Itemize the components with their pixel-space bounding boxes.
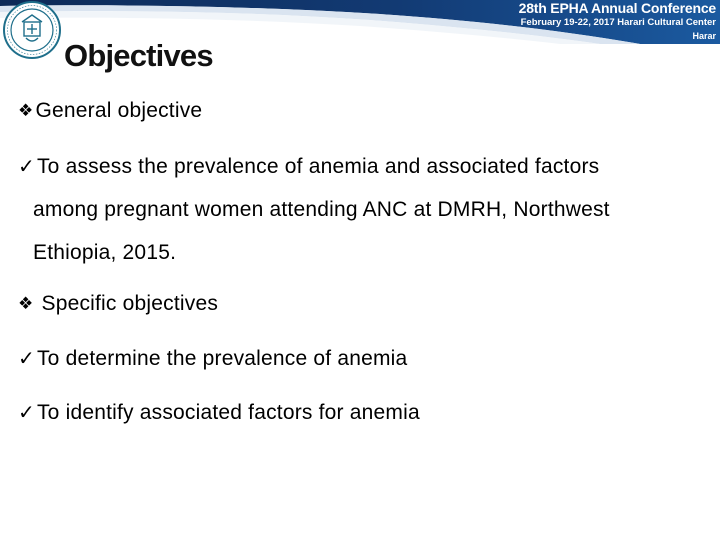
conference-dates-venue: February 19-22, 2017 Harari Cultural Center xyxy=(520,17,716,28)
specific-objective-item xyxy=(18,400,420,425)
item-text: To identify associated factors for anemia xyxy=(36,401,420,424)
item-text: To assess the prevalence of anemia and associated factors xyxy=(36,155,600,178)
checkmark-bullet-icon: ✓ xyxy=(18,348,35,370)
checkmark-bullet-icon: ✓ xyxy=(18,156,35,178)
epha-logo-icon xyxy=(2,0,62,60)
general-objective-heading xyxy=(18,99,202,123)
general-objective-item-continued: Ethiopia, 2015. xyxy=(33,241,177,264)
specific-objectives-heading xyxy=(18,292,218,316)
general-objective-item-continued: among pregnant women attending ANC at DMRH, Northwest xyxy=(33,198,610,221)
heading-text: General objective xyxy=(35,99,203,122)
slide-title: Objectives xyxy=(64,38,213,73)
heading-text: Specific objectives xyxy=(35,292,219,315)
conference-city: Harar xyxy=(692,31,716,41)
checkmark-bullet-icon: ✓ xyxy=(18,402,35,424)
conference-title: 28th EPHA Annual Conference xyxy=(518,0,716,16)
specific-objective-item xyxy=(18,346,407,371)
general-objective-item xyxy=(18,154,599,179)
item-text: To determine the prevalence of anemia xyxy=(36,347,408,370)
diamond-bullet-icon: ❖ xyxy=(18,101,34,120)
diamond-bullet-icon: ❖ xyxy=(18,294,34,313)
